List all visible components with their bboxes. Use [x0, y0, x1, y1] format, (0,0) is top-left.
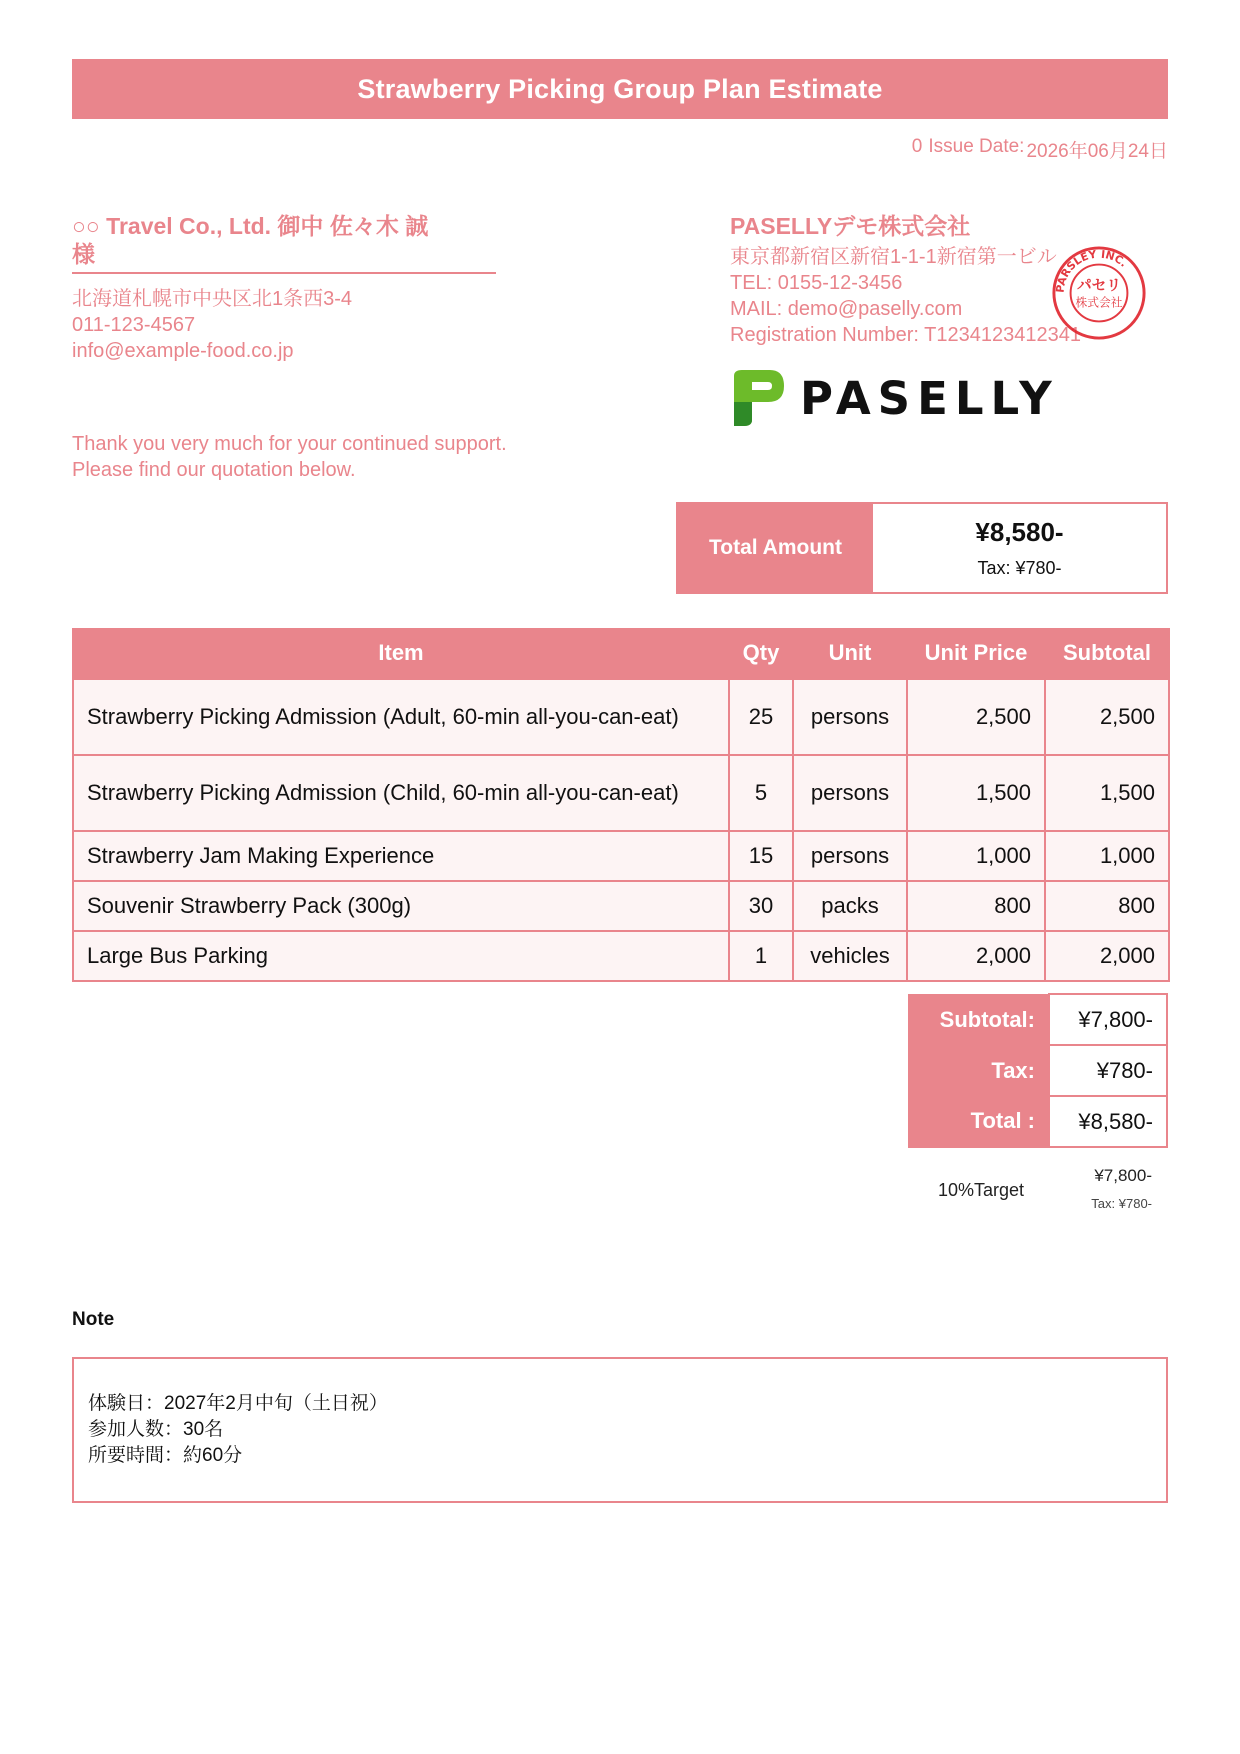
tax-breakdown-tax: Tax: ¥780- [1091, 1196, 1152, 1211]
logo-leaf-icon [730, 368, 786, 428]
cell-qty: 1 [729, 931, 793, 981]
note-line: 所要時間：約60分 [88, 1445, 243, 1466]
summary-total-row [909, 1096, 1167, 1147]
svg-text:パセリ: パセリ [1076, 277, 1122, 295]
company-registration: Registration Number: T1234123412341 [730, 324, 1081, 346]
cell-item: Strawberry Picking Admission (Child, 60-min all-you-can-eat) [73, 755, 729, 831]
company-seal-stamp [1050, 244, 1148, 342]
cell-item: Strawberry Jam Making Experience [73, 831, 729, 881]
note-box [72, 1357, 1168, 1503]
customer-name-line2: 様 [72, 241, 95, 267]
issue-date-line [912, 136, 1168, 163]
cell-subtotal: 800 [1045, 881, 1169, 931]
greeting-line-1: Thank you very much for your continued support. [72, 433, 507, 455]
note-line: 参加人数：30名 [88, 1419, 224, 1440]
svg-text:株式会社: 株式会社 [1075, 295, 1123, 310]
header-subtotal: Subtotal [1045, 628, 1169, 679]
customer-address: 北海道札幌市中央区北1条西3-4 [72, 288, 353, 310]
cell-qty: 15 [729, 831, 793, 881]
logo-wordmark: PASELLY [800, 371, 1059, 425]
table-row [73, 679, 1169, 755]
greeting-text [72, 431, 507, 483]
cell-unit-price: 800 [907, 881, 1045, 931]
summary-subtotal-value: ¥7,800- [1049, 994, 1167, 1045]
cell-item: Large Bus Parking [73, 931, 729, 981]
issue-date: 2026年06月24日 [1026, 141, 1168, 162]
table-row [73, 931, 1169, 981]
table-row [73, 755, 1169, 831]
summary-tax-row [909, 1045, 1167, 1096]
customer-name [72, 212, 496, 274]
company-address: 東京都新宿区新宿1-1-1新宿第一ビル [730, 246, 1057, 268]
summary-subtotal-row [909, 994, 1167, 1045]
company-mail: MAIL: demo@paselly.com [730, 298, 963, 320]
cell-qty: 25 [729, 679, 793, 755]
company-tel: TEL: 0155-12-3456 [730, 272, 903, 294]
seal-ring-text: PARSLEY INC. [1053, 247, 1130, 294]
cell-unit: persons [793, 679, 907, 755]
tax-breakdown [900, 1164, 1152, 1214]
table-row [73, 881, 1169, 931]
cell-subtotal: 1,000 [1045, 831, 1169, 881]
total-amount-box [676, 502, 1168, 594]
cell-unit: packs [793, 881, 907, 931]
document-title: Strawberry Picking Group Plan Estimate [357, 73, 883, 104]
note-heading: Note [72, 1309, 115, 1330]
customer-contact [72, 286, 498, 364]
summary-total-label: Total : [909, 1096, 1049, 1147]
cell-unit: persons [793, 831, 907, 881]
customer-phone: 011-123-4567 [72, 314, 196, 336]
header-item: Item [73, 628, 729, 679]
company-name: PASELLYデモ株式会社 [730, 213, 971, 239]
table-header-row [73, 628, 1169, 679]
summary-tax-value: ¥780- [1049, 1045, 1167, 1096]
summary-total-value: ¥8,580- [1049, 1096, 1167, 1147]
cell-unit-price: 1,500 [907, 755, 1045, 831]
line-items-table [72, 628, 1170, 982]
cell-subtotal: 1,500 [1045, 755, 1169, 831]
cell-subtotal: 2,500 [1045, 679, 1169, 755]
greeting-line-2: Please find our quotation below. [72, 459, 356, 481]
summary-tax-label: Tax: [909, 1045, 1049, 1096]
header-qty: Qty [729, 628, 793, 679]
document-title-bar [72, 59, 1168, 119]
cell-unit: persons [793, 755, 907, 831]
customer-block [72, 212, 498, 364]
issue-date-label: Issue Date: [928, 136, 1025, 157]
cell-item: Strawberry Picking Admission (Adult, 60-min all-you-can-eat) [73, 679, 729, 755]
total-amount-values [873, 504, 1166, 592]
company-logo [730, 366, 1060, 430]
note-line: 体験日：2027年2月中旬（土日祝） [88, 1393, 388, 1414]
cell-unit-price: 2,500 [907, 679, 1045, 755]
tax-breakdown-base: ¥7,800- [1094, 1166, 1152, 1185]
cell-unit-price: 2,000 [907, 931, 1045, 981]
total-amount-tax: Tax: ¥780- [977, 558, 1062, 578]
cell-qty: 30 [729, 881, 793, 931]
customer-email: info@example-food.co.jp [72, 340, 294, 362]
customer-name-line1: ○○ Travel Co., Ltd. 御中 佐々木 誠 [72, 213, 429, 239]
tax-breakdown-label: 10%Target [938, 1180, 1025, 1200]
total-amount-value: ¥8,580- [975, 517, 1064, 547]
total-amount-label: Total Amount [678, 504, 873, 592]
summary-table [908, 993, 1168, 1148]
header-unit: Unit [793, 628, 907, 679]
cell-subtotal: 2,000 [1045, 931, 1169, 981]
summary-subtotal-label: Subtotal: [909, 994, 1049, 1045]
cell-item: Souvenir Strawberry Pack (300g) [73, 881, 729, 931]
cell-qty: 5 [729, 755, 793, 831]
table-row [73, 831, 1169, 881]
cell-unit: vehicles [793, 931, 907, 981]
document-number: 0 [911, 136, 923, 157]
cell-unit-price: 1,000 [907, 831, 1045, 881]
header-unit-price: Unit Price [907, 628, 1045, 679]
